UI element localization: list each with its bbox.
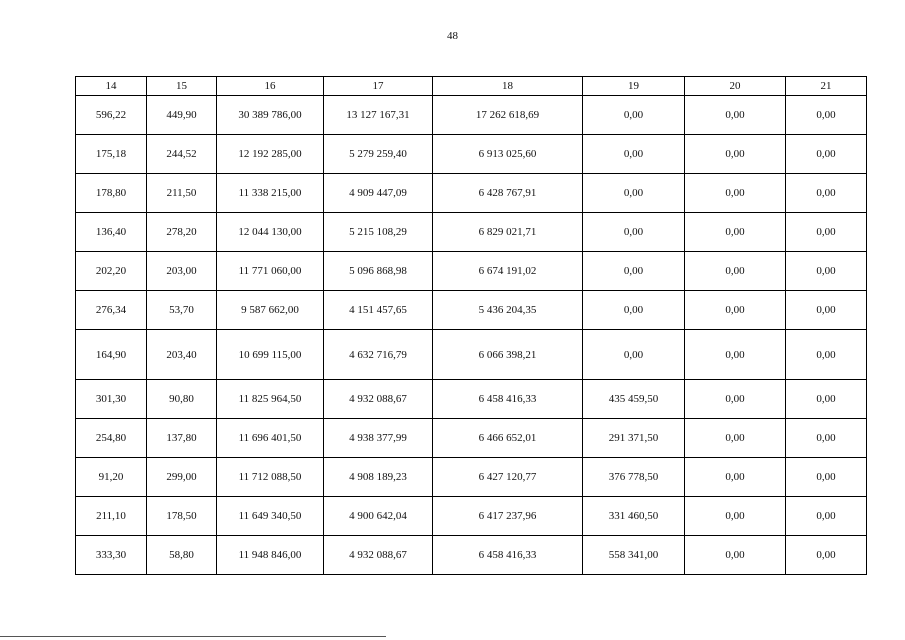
table-cell: 164,90 (76, 330, 147, 380)
table-header (76, 77, 867, 96)
table-cell: 178,50 (147, 497, 217, 536)
table-cell: 0,00 (685, 497, 786, 536)
table-cell: 0,00 (583, 96, 685, 135)
table-cell: 13 127 167,31 (324, 96, 433, 135)
table-cell: 6 674 191,02 (433, 252, 583, 291)
table-cell: 0,00 (685, 135, 786, 174)
table-cell: 6 829 021,71 (433, 213, 583, 252)
table-cell: 0,00 (685, 458, 786, 497)
table-cell: 276,34 (76, 291, 147, 330)
table-cell: 0,00 (685, 419, 786, 458)
table-cell: 5 096 868,98 (324, 252, 433, 291)
page-number: 48 (447, 30, 458, 42)
table-cell: 11 771 060,00 (217, 252, 324, 291)
table-cell: 301,30 (76, 380, 147, 419)
table-row (76, 291, 867, 330)
table-cell: 244,52 (147, 135, 217, 174)
table-cell: 0,00 (786, 330, 867, 380)
table-cell: 202,20 (76, 252, 147, 291)
table-cell: 4 938 377,99 (324, 419, 433, 458)
table-cell: 6 458 416,33 (433, 536, 583, 575)
table-row (76, 380, 867, 419)
table-cell: 0,00 (685, 380, 786, 419)
table-cell: 0,00 (786, 497, 867, 536)
table-row (76, 536, 867, 575)
table-cell: 0,00 (583, 174, 685, 213)
column-header: 20 (685, 77, 786, 96)
table-cell: 5 436 204,35 (433, 291, 583, 330)
table-cell: 11 338 215,00 (217, 174, 324, 213)
table-cell: 137,80 (147, 419, 217, 458)
table-cell: 11 696 401,50 (217, 419, 324, 458)
table-cell: 211,50 (147, 174, 217, 213)
table-cell: 4 151 457,65 (324, 291, 433, 330)
table-cell: 0,00 (583, 135, 685, 174)
table-cell: 333,30 (76, 536, 147, 575)
table-cell: 11 649 340,50 (217, 497, 324, 536)
table-cell: 6 066 398,21 (433, 330, 583, 380)
table-cell: 0,00 (685, 291, 786, 330)
table-cell: 10 699 115,00 (217, 330, 324, 380)
table-cell: 6 417 237,96 (433, 497, 583, 536)
table-cell: 435 459,50 (583, 380, 685, 419)
column-header: 17 (324, 77, 433, 96)
table-cell: 4 932 088,67 (324, 536, 433, 575)
table-cell: 203,40 (147, 330, 217, 380)
table-row (76, 419, 867, 458)
table-row (76, 96, 867, 135)
table-cell: 4 632 716,79 (324, 330, 433, 380)
table-cell: 6 913 025,60 (433, 135, 583, 174)
column-header: 15 (147, 77, 217, 96)
table-cell: 11 825 964,50 (217, 380, 324, 419)
table-cell: 6 427 120,77 (433, 458, 583, 497)
table-row (76, 458, 867, 497)
table-row (76, 497, 867, 536)
table-cell: 0,00 (786, 419, 867, 458)
table-cell: 91,20 (76, 458, 147, 497)
table-cell: 596,22 (76, 96, 147, 135)
data-table (75, 76, 867, 575)
table-row (76, 330, 867, 380)
table-cell: 0,00 (786, 213, 867, 252)
table-cell: 0,00 (583, 252, 685, 291)
table-cell: 17 262 618,69 (433, 96, 583, 135)
table-cell: 0,00 (786, 174, 867, 213)
table-cell: 6 428 767,91 (433, 174, 583, 213)
table-cell: 0,00 (583, 213, 685, 252)
column-header: 21 (786, 77, 867, 96)
table-cell: 136,40 (76, 213, 147, 252)
table-cell: 0,00 (685, 536, 786, 575)
table-cell: 278,20 (147, 213, 217, 252)
table-cell: 58,80 (147, 536, 217, 575)
table-cell: 4 908 189,23 (324, 458, 433, 497)
column-header: 19 (583, 77, 685, 96)
column-header: 14 (76, 77, 147, 96)
table-cell: 0,00 (685, 213, 786, 252)
table-cell: 5 215 108,29 (324, 213, 433, 252)
table-cell: 12 192 285,00 (217, 135, 324, 174)
table-cell: 11 712 088,50 (217, 458, 324, 497)
table-cell: 5 279 259,40 (324, 135, 433, 174)
footnote-divider (0, 636, 386, 637)
table-cell: 4 909 447,09 (324, 174, 433, 213)
table-row (76, 252, 867, 291)
column-header: 18 (433, 77, 583, 96)
table-cell: 11 948 846,00 (217, 536, 324, 575)
table-cell: 0,00 (786, 96, 867, 135)
table-cell: 0,00 (786, 380, 867, 419)
table-cell: 90,80 (147, 380, 217, 419)
table-body (76, 96, 867, 575)
table-cell: 0,00 (583, 291, 685, 330)
table-cell: 558 341,00 (583, 536, 685, 575)
column-header: 16 (217, 77, 324, 96)
table-cell: 291 371,50 (583, 419, 685, 458)
table-row (76, 135, 867, 174)
header-row (76, 77, 867, 96)
table-cell: 0,00 (583, 330, 685, 380)
table-cell: 449,90 (147, 96, 217, 135)
table-cell: 0,00 (786, 135, 867, 174)
table-cell: 203,00 (147, 252, 217, 291)
table-row (76, 174, 867, 213)
table-cell: 0,00 (786, 536, 867, 575)
table-cell: 211,10 (76, 497, 147, 536)
table-cell: 0,00 (786, 252, 867, 291)
table-cell: 0,00 (685, 330, 786, 380)
table-cell: 0,00 (786, 458, 867, 497)
table-cell: 376 778,50 (583, 458, 685, 497)
table-cell: 30 389 786,00 (217, 96, 324, 135)
table-cell: 0,00 (786, 291, 867, 330)
table-cell: 53,70 (147, 291, 217, 330)
table-cell: 4 932 088,67 (324, 380, 433, 419)
table-cell: 4 900 642,04 (324, 497, 433, 536)
table-cell: 299,00 (147, 458, 217, 497)
table-cell: 254,80 (76, 419, 147, 458)
table-cell: 12 044 130,00 (217, 213, 324, 252)
table-cell: 0,00 (685, 174, 786, 213)
table-cell: 175,18 (76, 135, 147, 174)
table-cell: 6 458 416,33 (433, 380, 583, 419)
table-cell: 331 460,50 (583, 497, 685, 536)
table-row (76, 213, 867, 252)
table-cell: 0,00 (685, 252, 786, 291)
table-cell: 178,80 (76, 174, 147, 213)
table-cell: 6 466 652,01 (433, 419, 583, 458)
table-cell: 0,00 (685, 96, 786, 135)
table-cell: 9 587 662,00 (217, 291, 324, 330)
